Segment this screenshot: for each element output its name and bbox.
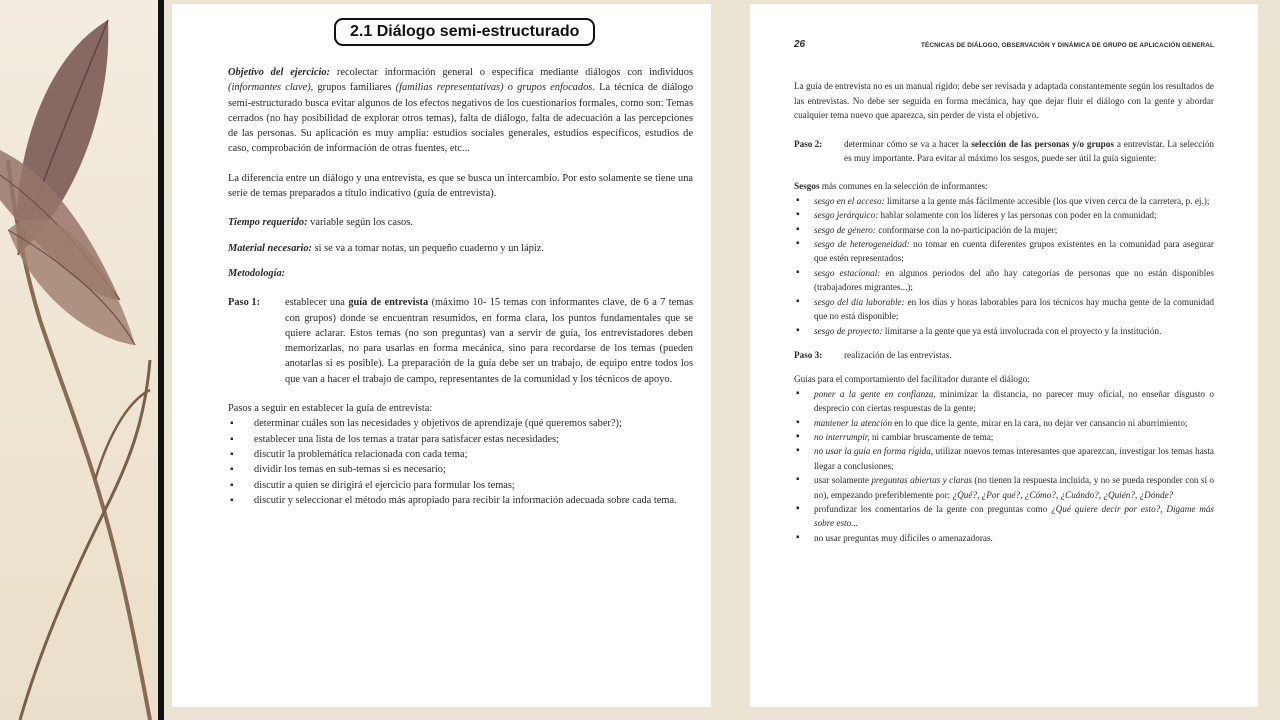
text: ni cambiar bruscamente de tema; — [869, 431, 994, 442]
vertical-divider-bar — [158, 0, 164, 720]
step-3-body: realización de las entrevistas. — [844, 349, 952, 360]
list-item — [794, 473, 1214, 502]
list-item: ▪ no usar preguntas muy difíciles o amenazadoras. — [794, 531, 1214, 545]
text: variable según los casos. — [307, 217, 413, 229]
objective-paragraph — [228, 65, 693, 157]
step-3-label: Paso 3: — [794, 349, 823, 360]
section-title: 2.1 Diálogo semi-estructurado — [334, 18, 595, 46]
running-header — [794, 38, 1214, 53]
time-label: Tiempo requerido: — [228, 217, 308, 229]
text: utilizar nuevos temas interesantes que aparezcan, investigar los temas hasta llegar a conclusiones; — [814, 446, 1214, 471]
page-number: 26 — [794, 39, 806, 50]
text: guía de entrevista — [348, 297, 429, 309]
text: recolectar información general o específica mediante diálogos con individuos — [330, 67, 693, 78]
step-2 — [794, 137, 1214, 166]
text: conformarse con la no-participación de la mujer; — [875, 224, 1058, 235]
document-page-left — [172, 4, 711, 707]
list-item — [794, 223, 1214, 237]
list-item: ▪ discutir la problemática relacionada con cada tema; — [228, 447, 693, 462]
text: grupos enfocados — [517, 82, 593, 94]
text: minimizar la distancia, no parecer muy oficial, no enseñar disgusto o desprecio con ciertas respuestas de la gente; — [814, 388, 1214, 414]
list-item — [794, 266, 1214, 295]
text: , grupos familiares — [310, 82, 396, 94]
leaf-branch-illustration — [0, 0, 158, 720]
text: o — [503, 82, 518, 94]
step-3 — [794, 348, 1214, 362]
running-title: TÉCNICAS DE DIÁLOGO, OBSERVACIÓN Y DINÁMICA DE GRUPO DE APLICACIÓN GENERAL — [921, 42, 1214, 49]
text: sesgo de heterogeneidad: — [814, 239, 910, 250]
text: (informantes clave) — [228, 82, 311, 94]
text: no usar la guía en forma rígida, — [814, 446, 934, 457]
text: limitarse a la gente que ya está involucrada con el proyecto y la institución. — [882, 325, 1162, 336]
list-item: ▪ determinar cuáles son las necesidades y objetivos de aprendizaje (qué queremos saber?); — [228, 416, 693, 431]
list-item — [794, 387, 1214, 416]
list-item: ▪ establecer una lista de los temas a tratar para satisfacer estas necesidades; — [228, 432, 693, 447]
text: (máximo 10- 15 temas con informantes clave, de 6 a 7 temas con grupos) donde se encuentran resumidos, en forma clara, los puntos fundamentales que se quiere aclarar. Estos temas (no son preguntas) van a servir de guía, los entrevistadores deben memorizarlas, no para usarlas en forma mecánica, sino para recordarse de los temas (pueden anotarlas si es posible). La preparación de la guía debe ser un trabajo, de equipo entre todos los que van a hacer el trabajo de campo, representantes de la comunidad y los técnicos de apoyo. — [285, 297, 694, 385]
text: en los días y horas laborables para los técnicos hay mucha gente de la comunidad que no está disponible; — [814, 296, 1214, 322]
text: no tomar en cuenta diferentes grupos existentes en la comunidad para asegurar que estén representados; — [814, 239, 1214, 264]
biases-intro — [794, 179, 1214, 193]
text: ¿Qué?, ¿Por qué?, ¿Cómo?, ¿Cuándo?, ¿Quién?, ¿Dónde? — [952, 489, 1174, 500]
text: limitarse a la gente más fácilmente accesible (los que viven cerca de la carretera, p. ej.); — [884, 195, 1210, 206]
text: sesgo del día laborable: — [814, 296, 905, 307]
text: si se va a tomar notas, un pequeño cuaderno y un lápiz. — [311, 242, 544, 254]
text: a entrevistar. La selección es muy importante. Para evitar al máximo los sesgos, puede ser útil la guía siguiente: — [844, 138, 1215, 164]
text: . La técnica de diálogo semi-estructurado busca evitar algunos de los efectos negativos de los cuestionarios formales, como son: Temas cerrados (no hay posibilidad de explorar otros temas), falta de diálogo, falta de adecuación a las percepciones de las personas. Su aplicación es muy amplia: estudios sociales generales, estudios específicos, estudios de caso, comprobación de información de otras fuentes, etc... — [228, 82, 693, 155]
list-item — [794, 430, 1214, 444]
guides-list — [794, 387, 1214, 545]
step-2-body — [844, 137, 1214, 166]
step-1-label: Paso 1: — [228, 297, 261, 309]
text: determinar cómo se va a hacer la — [844, 138, 972, 149]
text: sesgo de proyecto: — [814, 325, 883, 336]
text: no interrumpir, — [814, 431, 870, 442]
material-label: Material necesario: — [228, 242, 312, 254]
text: selección de las personas y/o grupos — [971, 138, 1114, 149]
time-paragraph — [228, 215, 693, 230]
list-item: ▪ discutir y seleccionar el método más apropiado para recibir la información adecuada sobre cada tema. — [228, 493, 693, 508]
text: Sesgos — [794, 181, 820, 192]
methodology-heading: Metodología: — [228, 267, 286, 279]
text: sesgo jerárquico: — [814, 210, 879, 221]
objective-label: Objetivo del ejercicio: — [228, 67, 331, 78]
material-paragraph — [228, 241, 693, 256]
steps-list — [228, 416, 693, 508]
list-item — [794, 295, 1214, 324]
decorative-leaf-panel — [0, 0, 158, 720]
text: (no tienen la respuesta incluida, y no se pueda responder con sí o no), empezando preferiblemente por: — [814, 475, 1214, 500]
text: hablar solamente con los líderes y las personas con poder en la comunidad; — [878, 210, 1157, 221]
text: profundizar los comentarios de la gente con preguntas como — [814, 503, 1052, 514]
text: ¿Qué quiere decir por esto?, Dígame más sobre esto... — [814, 503, 1214, 529]
text: mantener la atención — [814, 417, 893, 428]
list-item — [794, 194, 1214, 208]
text: (familias representativas) — [395, 82, 504, 94]
guides-intro: Guías para el comportamiento del facilitador durante el diálogo: — [794, 374, 1030, 385]
difference-paragraph: La diferencia entre un diálogo y una entrevista, es que se busca un intercambio. Por esto solamente se tiene una serie de temas preparados a título indicativo (guía de entrevista). — [228, 172, 693, 200]
list-item — [794, 324, 1214, 338]
list-item — [794, 444, 1214, 473]
list-item — [794, 208, 1214, 222]
list-item — [794, 237, 1214, 266]
list-item — [794, 502, 1214, 531]
list-item: ▪ dividir los temas en sub-temas si es necesario; — [228, 462, 693, 477]
document-page-right — [750, 4, 1258, 707]
text: en algunos periodos del año hay categorías de personas que no están disponibles (trabajadores migrantes...); — [814, 267, 1214, 293]
step-1-body — [285, 295, 693, 387]
text: poner a la gente en confianza, — [814, 388, 936, 399]
text: sesgo de género: — [814, 224, 876, 235]
intro-paragraph: La guía de entrevista no es un manual rígido: debe ser revisada y adaptada constantemente según los resultados de las entrevistas. No debe ser seguida en forma mecánica, hay que dejar fluir el diálogo con la gente y abordar cualquier tema nuevo que aparezca, sin perder de vista el objetivo. — [794, 81, 1214, 121]
text: sesgo estacional: — [814, 267, 881, 278]
text: preguntas abiertas y claras — [871, 475, 973, 486]
text: más comunes en la selección de informantes: — [819, 181, 988, 192]
step-2-label: Paso 2: — [794, 138, 823, 149]
text: establecer una — [285, 297, 349, 309]
list-item: ▪ discutir a quien se dirigirá el ejercicio para formular los temas; — [228, 478, 693, 493]
biases-list — [794, 194, 1214, 338]
step-1 — [228, 295, 693, 387]
text: en lo que dice la gente, mirar en la cara, no dejar ver cansancio ni aburrimiento; — [892, 417, 1188, 428]
text: usar solamente — [814, 475, 872, 486]
list-item — [794, 416, 1214, 430]
text: sesgo en el acceso: — [814, 195, 885, 206]
steps-intro: Pasos a seguir en establecer la guía de entrevista: — [228, 403, 433, 415]
